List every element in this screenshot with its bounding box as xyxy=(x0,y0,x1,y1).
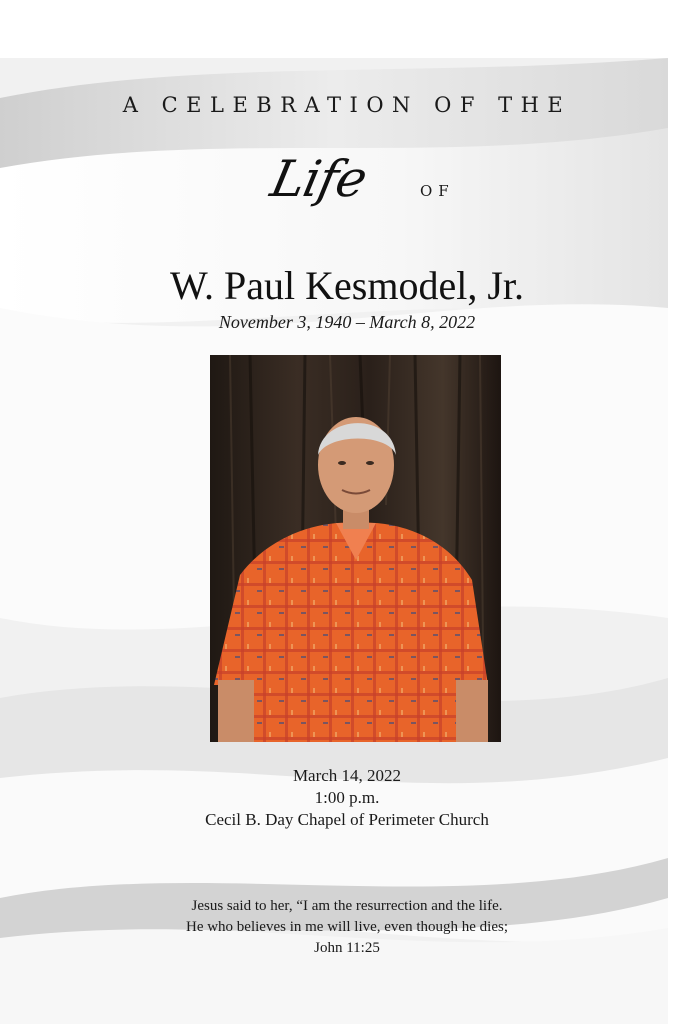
service-date: March 14, 2022 xyxy=(292,766,402,785)
celebration-heading: A CELEBRATION OF THE xyxy=(122,93,572,117)
portrait-illustration xyxy=(210,355,501,742)
portrait-photo xyxy=(210,355,501,742)
service-details xyxy=(0,765,694,831)
life-dates: November 3, 1940 – March 8, 2022 xyxy=(218,312,476,332)
verse-line-2: He who believes in me will live, even though he dies; xyxy=(185,919,508,935)
verse-reference: John 11:25 xyxy=(314,940,380,956)
deceased-name: W. Paul Kesmodel, Jr. xyxy=(169,263,525,308)
life-of-row xyxy=(0,150,694,220)
life-script-title: Life xyxy=(265,150,372,208)
service-location: Cecil B. Day Chapel of Perimeter Church xyxy=(205,810,489,829)
of-label: OF xyxy=(420,182,455,200)
scripture-verse xyxy=(0,896,694,959)
verse-line-1: Jesus said to her, “I am the resurrection and the life. xyxy=(191,898,503,914)
service-time: 1:00 p.m. xyxy=(314,788,380,807)
